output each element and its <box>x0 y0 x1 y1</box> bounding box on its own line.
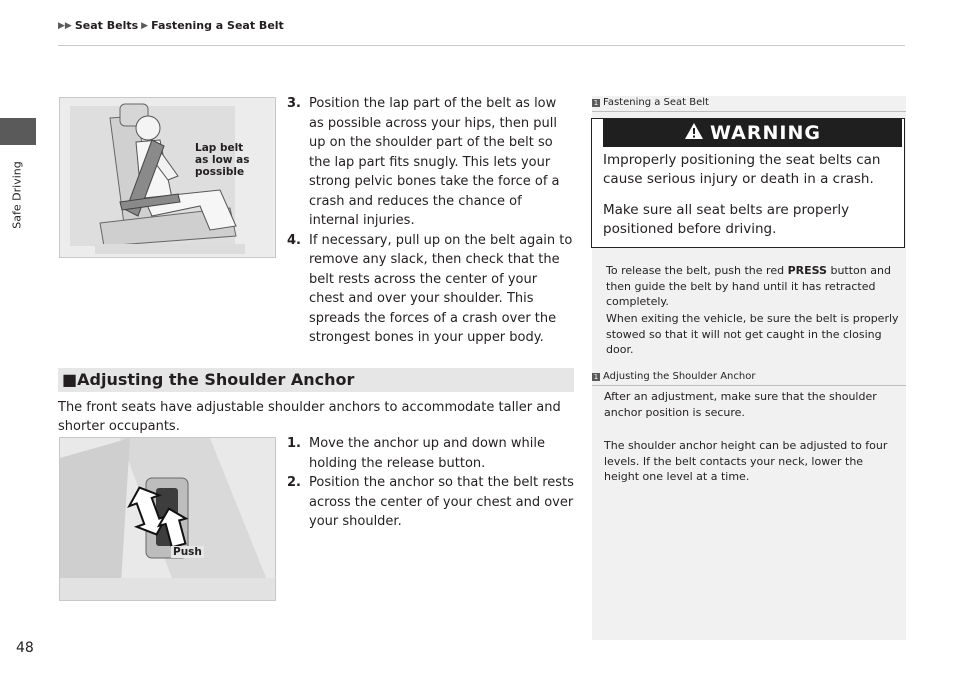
note-divider <box>592 385 906 386</box>
header-divider <box>58 45 905 46</box>
section-intro: The front seats have adjustable shoulder anchors to accommodate taller and shorter occupants. <box>58 400 561 434</box>
push-callout: Push <box>173 546 202 558</box>
step-text: Position the anchor so that the belt rests across the center of your chest and over your shoulder. <box>309 475 574 529</box>
step-item <box>287 473 575 532</box>
release-text-end: button and then guide the belt by hand until it has retracted completely. <box>606 264 891 308</box>
breadcrumb-item-seat-belts[interactable]: Seat Belts <box>74 19 139 32</box>
step-number: 1. <box>287 436 301 451</box>
warning-label: WARNING <box>710 122 821 144</box>
anchor-steps <box>287 434 575 532</box>
release-text: To release the belt, push the red <box>606 264 788 277</box>
breadcrumb <box>58 19 284 32</box>
step-number: 4. <box>287 232 301 248</box>
note-heading-text[interactable]: Adjusting the Shoulder Anchor <box>603 371 756 382</box>
chapter-tab-marker <box>0 118 36 145</box>
note-heading-text[interactable]: Fastening a Seat Belt <box>603 97 709 108</box>
warning-text-2: Make sure all seat belts are properly positioned before driving. <box>603 202 850 237</box>
step-text: Position the lap part of the belt as low as possible across your hips, then pull up on the shoulder part of the belt so the lap part fits snugly. This lets your strong pelvic bones take the force of a crash and reduces the chance of internal injuries. <box>309 96 560 228</box>
warning-text-1: Improperly positioning the seat belts can cause serious injury or death in a crash. <box>603 152 881 187</box>
release-instructions <box>606 263 896 310</box>
section-title: ■Adjusting the Shoulder Anchor <box>62 370 355 389</box>
note-heading-fastening <box>592 97 709 108</box>
chapter-tab-text: Safe Driving <box>10 161 24 229</box>
note-reference-icon: 1 <box>593 372 599 381</box>
step-item <box>287 94 575 231</box>
anchor-note-para1: After an adjustment, make sure that the shoulder anchor position is secure. <box>604 390 877 419</box>
lap-belt-illustration <box>59 97 276 258</box>
step-text: Move the anchor up and down while holding the release button. <box>309 436 545 471</box>
lap-belt-callout: Lap belt as low as possible <box>195 142 250 178</box>
shoulder-anchor-illustration <box>59 437 276 601</box>
breadcrumb-arrow-icon: ▶ <box>141 20 149 31</box>
step-number: 2. <box>287 475 301 490</box>
exit-instructions: When exiting the vehicle, be sure the belt is properly stowed so that it will not get caught in the closing door. <box>606 312 899 356</box>
anchor-drawing <box>60 438 275 600</box>
note-heading-anchor <box>592 371 755 382</box>
warning-header <box>603 119 902 147</box>
anchor-note-para2: The shoulder anchor height can be adjusted to four levels. If the belt contacts your neck, lower the height one level at a time. <box>604 439 888 483</box>
breadcrumb-arrow-icon: ▶▶ <box>58 20 72 31</box>
press-button-label: PRESS <box>787 264 827 277</box>
step-text: If necessary, pull up on the belt again to remove any slack, then check that the belt rests across the center of your chest and over your shoulder. This spreads the forces of a crash over the strongest bones in your upper body. <box>309 232 573 345</box>
chapter-tab-label <box>0 150 34 240</box>
fastening-steps <box>287 94 575 348</box>
warning-triangle-icon <box>684 122 704 145</box>
step-number: 3. <box>287 96 301 111</box>
step-item <box>287 231 575 348</box>
note-divider <box>592 111 906 112</box>
step-item <box>287 434 575 473</box>
note-reference-icon: 1 <box>593 98 599 107</box>
page-number: 48 <box>16 640 34 656</box>
breadcrumb-item-fastening[interactable]: Fastening a Seat Belt <box>151 19 284 32</box>
